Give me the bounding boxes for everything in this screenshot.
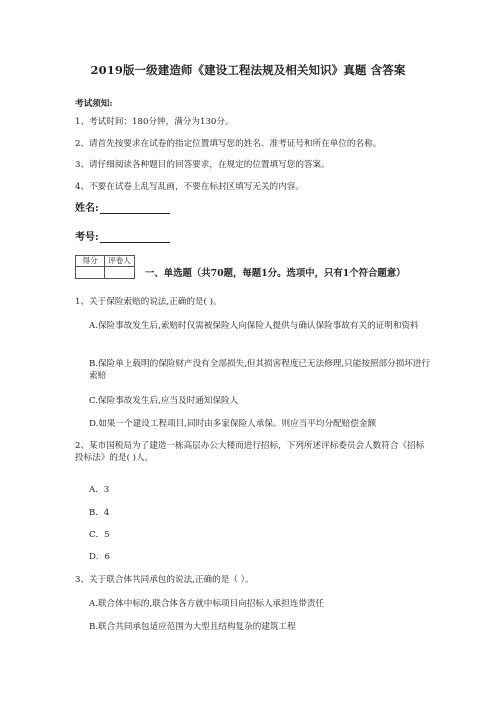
option-a: A.保险事故发生后,索赔时仅需被保险人向保险人提供与确认保险事故有关的证明和资料 [89,321,419,331]
score-box [75,255,135,279]
grader-label: 评卷人 [105,256,134,267]
name-label: 姓名: [75,203,99,214]
option-b: B.联合共同承包适应范围为大型且结构复杂的建筑工程 [89,622,296,632]
exam-number-underline[interactable] [100,231,170,243]
name-underline[interactable] [100,202,170,214]
option-b: B.保险单上载明的保险财产没有全部损失,但其损害程度已无法修理,只能按照部分损坏进行索赔 [89,359,431,381]
question-stem: 2、某市国税局为了建造一栋高层办公大楼而进行招标，下列所述评标委员会人数符合《招标投标法》的是( )人。 [75,441,425,463]
score-value-cell [76,267,105,278]
option-a: A.联合体中标的,联合体各方就中标项目向招标人承担连带责任 [89,599,325,609]
page-title: 2019版一级建造师《建设工程法规及相关知识》真题 含答案 [90,63,406,77]
score-label: 得分 [76,256,105,267]
notice-item: 1、考试时间：180分钟，满分为130分。 [75,117,234,127]
notice-item: 4、不要在试卷上乱写乱画，不要在标封区填写无关的内容。 [75,182,304,192]
exam-number-label: 考号: [75,232,99,243]
exam-number-field[interactable] [75,228,170,243]
question-stem: 1、关于保险索赔的说法,正确的是( )。 [75,297,222,307]
option-b: B．4 [89,508,110,518]
option-d: D．6 [89,552,110,562]
name-field[interactable] [75,199,170,214]
grader-value-cell [105,267,134,278]
option-c: C.保险事故发生后,应当及时通知保险人 [89,396,239,406]
section-title: 一、单选题（共70题，每题1分。选项中，只有1个符合题意） [145,268,406,279]
option-c: C．5 [89,530,110,540]
option-a: A．3 [89,485,110,495]
question-stem: 3、关于联合体共同承包的说法,正确的是（ ）。 [75,575,254,585]
notice-item: 3、请仔细阅读各种题目的回答要求，在规定的位置填写您的答案。 [75,160,330,170]
notice-heading: 考试须知: [75,99,113,109]
notice-item: 2、请首先按要求在试卷的指定位置填写您的姓名、准考证号和所在单位的名称。 [75,139,382,149]
option-d: D.如果一个建设工程项目,同时由多家保险人承保。则应当平均分配赔偿金额 [89,419,377,429]
